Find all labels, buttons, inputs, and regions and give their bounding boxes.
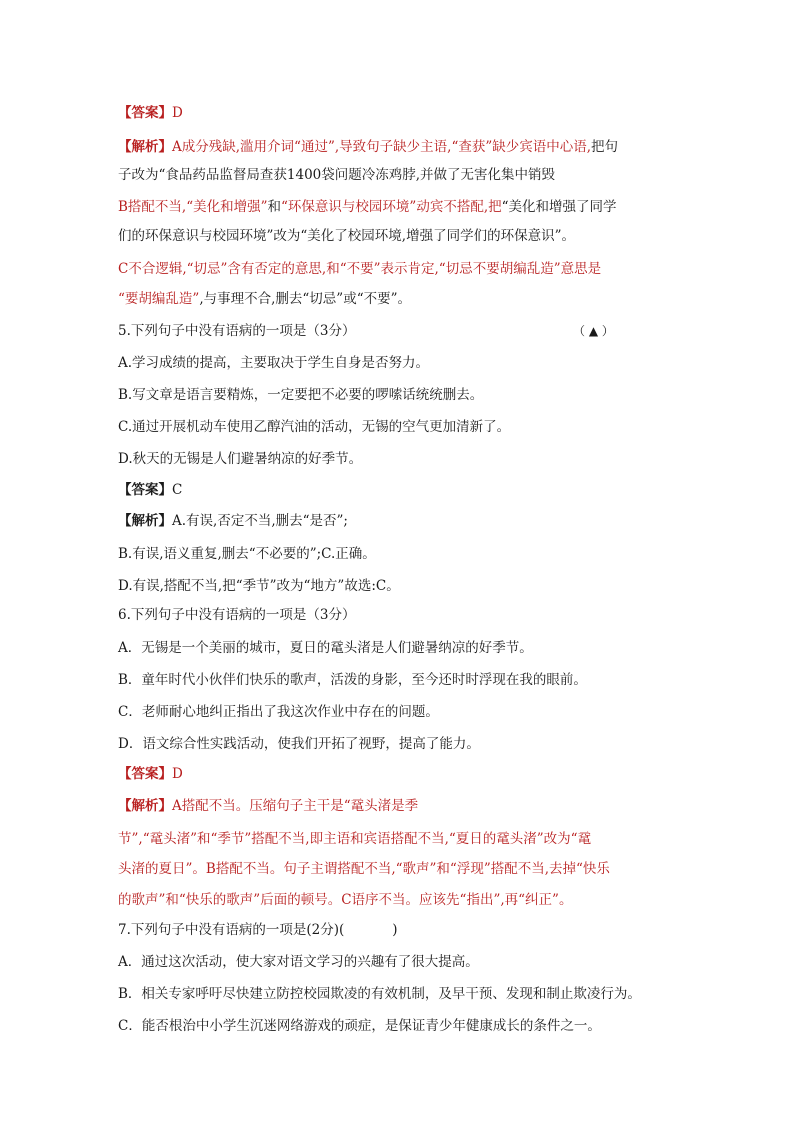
q5-option-a: A.学习成绩的提高，主要取决于学生自身是否努力。 [118, 355, 430, 371]
q6-answer-line [118, 765, 183, 783]
q5-stem [118, 322, 618, 340]
q4-analysis-text: “环保意识与校园环境” [281, 199, 417, 215]
q4-analysis-text: 子改为“食品药品监督局查获1400袋问题冷冻鸡脖,并做了无害化集中销毁 [118, 167, 556, 183]
q5-answer-line [118, 481, 182, 499]
q4-analysis-text: 动宾不搭配,把 [416, 199, 502, 215]
q6-option-c: C．老师耐心地纠正指出了我这次作业中存在的问题。 [118, 704, 439, 720]
q4-analysis-text: “美化和增强了同学 [501, 199, 617, 215]
q4-answer-value: D [172, 105, 183, 121]
q5-option-d: D.秋天的无锡是人们避暑纳凉的好季节。 [118, 451, 363, 467]
answer-label: 【答案】 [118, 766, 172, 782]
q4-analysis-line-2 [118, 166, 555, 184]
analysis-label: 【解析】 [118, 798, 172, 814]
answer-label: 【答案】 [118, 105, 172, 121]
q4-analysis-text: “要胡编乱造” [118, 291, 200, 307]
q6-analysis-text: B搭配不当。句子主谓搭配不当, [205, 861, 396, 877]
q4-analysis-line-6 [118, 290, 411, 308]
q4-analysis-text: A成分残缺,滥用介词“通过”,导致句子缺少主语, [172, 139, 452, 155]
q4-analysis-text: 和 [267, 199, 282, 215]
q4-analysis-text: ,与事理不合,删去“切忌”或“不要”。 [199, 291, 412, 307]
q6-analysis-line-4 [118, 891, 572, 909]
q4-analysis-text: 把句 [591, 139, 619, 155]
q4-analysis-line-3 [118, 198, 617, 216]
q7-stem-end: ) [392, 922, 398, 938]
q6-analysis-text: C语序不当。应该先“指出”,再“纠正”。 [341, 892, 573, 908]
analysis-label: 【解析】 [118, 513, 172, 529]
q4-analysis-line-4 [118, 227, 575, 245]
q5-analysis-line-1 [118, 512, 348, 530]
q4-analysis-text: B搭配不当, [118, 199, 187, 215]
q5-option-c: C.通过开展机动车使用乙醇汽油的活动，无锡的空气更加清新了。 [118, 419, 511, 435]
q4-answer-line [118, 104, 183, 122]
q6-analysis-text: 节”,“鼋头渚”和“季节”搭配不当,即主语和宾语搭配不当,“夏日的鼋头渚”改为“鼋 [118, 831, 592, 847]
q7-stem-text: 7.下列句子中没有语病的一项是(2分)( [118, 922, 345, 938]
q5-option-b: B.写文章是语言要精炼，一定要把不必要的啰嗦话统统删去。 [118, 387, 484, 403]
q6-analysis-line-3 [118, 860, 610, 878]
q5-analysis-line-2: B.有误,语义重复,删去“不必要的”;C.正确。 [118, 546, 376, 562]
q5-analysis-text: A.有误,否定不当,删去“是否”; [172, 513, 348, 529]
q6-analysis-text: “歌声”和“浮现”搭配不当,去掉“快乐 [395, 861, 610, 877]
q6-option-b: B．童年时代小伙伴们快乐的歌声，活泼的身影，至今还时时浮现在我的眼前。 [118, 672, 587, 688]
q6-analysis-line-2 [118, 830, 591, 848]
q6-analysis-text: 的歌声”和“快乐的歌声”后面的顿号。 [118, 892, 342, 908]
q4-analysis-line-5 [118, 260, 601, 278]
q7-option-c: C．能否根治中小学生沉迷网络游戏的顽症，是保证青少年健康成长的条件之一。 [118, 1018, 601, 1034]
q4-analysis-text: 们的环保意识与校园环境”改为“美化了校园环境,增强了同学们的环保意识”。 [118, 228, 575, 244]
q6-analysis-text: 头渚的夏日”。 [118, 861, 206, 877]
q5-answer-blank: （ ▲ ） [573, 324, 614, 338]
analysis-label: 【解析】 [118, 139, 172, 155]
q6-option-a: A．无锡是一个美丽的城市，夏日的鼋头渚是人们避暑纳凉的好季节。 [118, 640, 533, 656]
q6-analysis-line-1 [118, 797, 418, 815]
q7-stem [118, 921, 398, 939]
q7-option-a: A．通过这次活动，使大家对语文学习的兴趣有了很大提高。 [118, 954, 479, 970]
q4-analysis-text: “查获”缺少宾语中心语, [451, 139, 592, 155]
q5-stem-text: 5.下列句子中没有语病的一项是（3分） [118, 323, 356, 339]
q4-analysis-text: “美化和增强” [186, 199, 268, 215]
q7-option-b: B．相关专家呼吁尽快建立防控校园欺凌的有效机制，及早干预、发现和制止欺凌行为。 [118, 986, 641, 1002]
q6-stem: 6.下列句子中没有语病的一项是（3分） [118, 607, 356, 623]
q4-analysis-text: C不合逻辑,“切忌”含有否定的意思,和“不要”表示肯定,“切忌不要胡编乱造”意思是 [118, 261, 602, 277]
q6-analysis-text: A搭配不当。压缩句子主干是 [172, 798, 344, 814]
q6-analysis-text: “鼋头渚是季 [343, 798, 419, 814]
q4-analysis-line-1 [118, 138, 618, 156]
q6-answer-value: D [172, 766, 183, 782]
q6-option-d: D．语文综合性实践活动，使我们开拓了视野，提高了能力。 [118, 736, 480, 752]
q5-analysis-line-3: D.有误,搭配不当,把“季节”改为“地方”故选:C。 [118, 578, 400, 594]
answer-label: 【答案】 [118, 482, 172, 498]
q5-answer-value: C [172, 482, 183, 498]
